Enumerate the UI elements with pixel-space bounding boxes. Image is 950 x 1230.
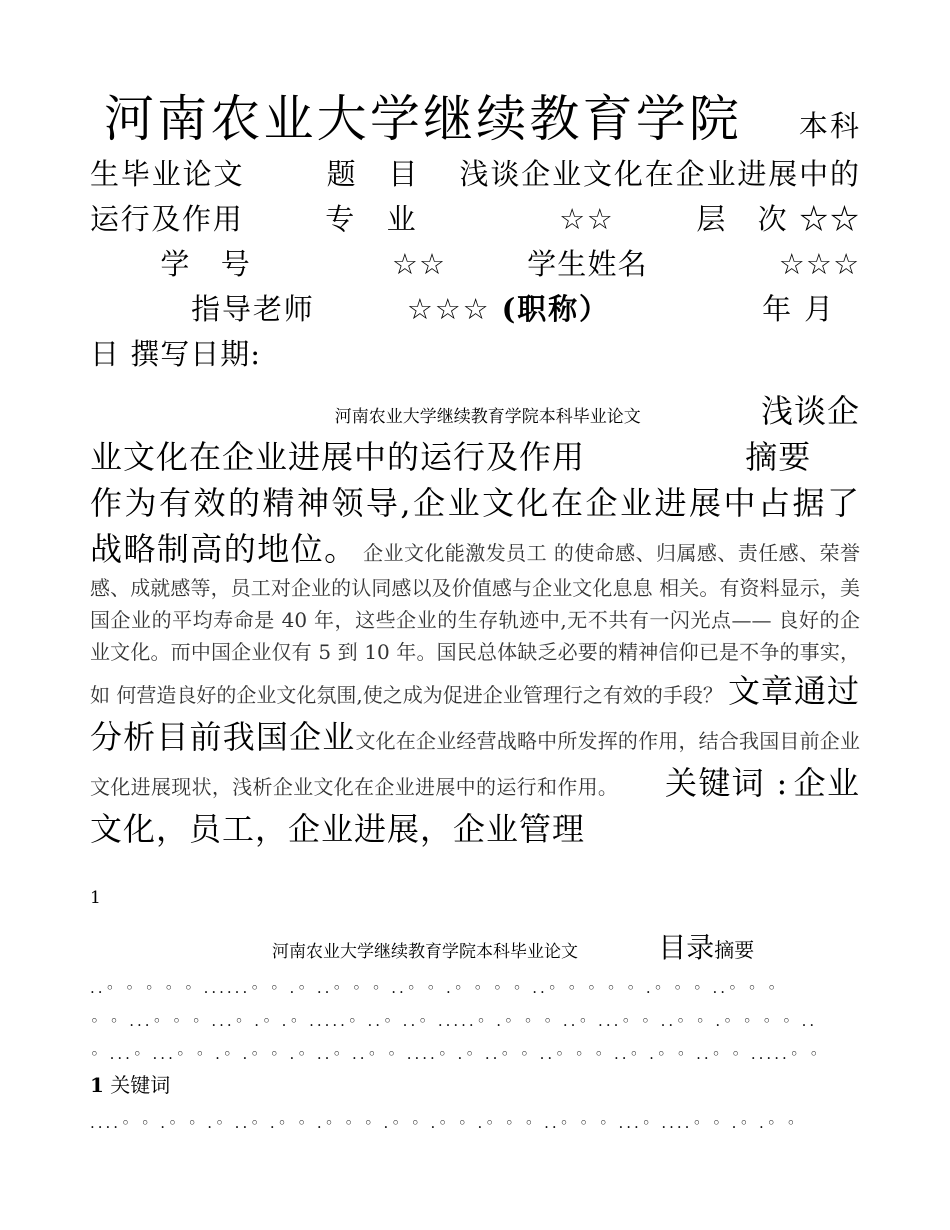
- toc-entry-number: 1: [90, 1073, 104, 1097]
- toc-leader-4: ....◦ ◦ .◦ ◦ .◦ ..◦ .◦ ◦ .◦ ◦ ◦ .◦ ◦ .◦ ◦ .◦ ◦ ◦ ..◦ ◦ ◦ ...◦ ....◦ ◦ .◦ .◦ ◦: [90, 1114, 799, 1132]
- day-label: 日: [90, 337, 121, 371]
- thesis-type: 本科生毕业论文: [90, 109, 860, 191]
- page-number: 1: [90, 888, 101, 908]
- id-value: ☆☆: [391, 247, 447, 281]
- toc-entry-keywords[interactable]: [90, 1071, 860, 1099]
- paper-title-start: 浅谈企: [760, 392, 860, 430]
- major-value: ☆☆: [559, 202, 615, 236]
- abstract-emphasis: 文章通过分析目前我国企业: [90, 672, 860, 756]
- topic-label: 题 目: [326, 157, 420, 191]
- cover-section: [90, 86, 860, 377]
- advisor-value: ☆☆☆: [406, 292, 491, 326]
- keywords-label: 关键词 :: [665, 764, 789, 802]
- toc-leader-1: ..◦ ◦ ◦ ◦ ◦ ......◦ ◦ .◦ ..◦ ◦ ◦ ..◦ ◦ .◦ ◦ ◦ ◦ ..◦ ◦ ◦ ◦ ◦ .◦ ◦ ◦ ..◦ ◦ ◦: [90, 979, 780, 997]
- toc-entry-abstract[interactable]: 摘要: [714, 938, 755, 962]
- topic-value: 浅谈企业文化在企业进展中的运行及作用: [90, 157, 861, 236]
- toc-section: [90, 926, 860, 1140]
- running-header: 河南农业大学继续教育学院本科毕业论文: [334, 407, 641, 427]
- name-label: 学生姓名: [527, 247, 648, 281]
- month-label: 月: [804, 292, 835, 326]
- school-name: 河南农业大学继续教育学院: [104, 90, 743, 148]
- level-label: 层 次: [696, 202, 789, 236]
- toc-running-header: 河南农业大学继续教育学院本科毕业论文: [272, 942, 578, 962]
- abstract-text-1: 企业文化能激发员工 的使命感、归属感、责任感、荣誉感、成就感等，员工对企业的认同感以及价值感与企业文化息息 相关。有资料显示，美国企业的平均寿命是 40 年，这些企业的生存轨迹中,无不共有一闪光点—— 良好的企业文化。而中国企业仅有 5 到 10 年。国民总体缺乏必要的精神信仰已是不争的事实，如 何营造良好的企业文化氛围,使之成为促进企业管理行之有效的手段？: [90, 541, 860, 707]
- paper-title-rest: 业文化在企业进展中的运行及作用: [90, 438, 586, 476]
- toc-leader-2: ◦ ◦ ...◦ ◦ ◦ ...◦ .◦ .◦ .....◦ ..◦ ..◦ .....◦ .◦ ◦ ◦ ..◦ ...◦ ◦ ..◦ ◦ .◦ ◦ ◦ ◦ ..: [90, 1012, 818, 1030]
- abstract-section: [90, 388, 860, 852]
- toc-title: 目录: [658, 931, 715, 964]
- abstract-lead: 作为有效的精神领导,企业文化在企业进展中占据了战略制高的地位。: [90, 484, 860, 568]
- toc-leader-3: ◦ ...◦ ...◦ ◦ .◦ .◦ ◦ .◦ ..◦ ..◦ ◦ ....◦ .◦ ..◦ ◦ ..◦ ◦ ◦ ..◦ .◦ ◦ ..◦ ◦ .....◦ ◦: [90, 1045, 822, 1063]
- id-label: 学 号: [160, 247, 251, 281]
- advisor-title: (职称）: [501, 292, 610, 326]
- date-label: 撰写日期:: [130, 337, 262, 371]
- abstract-label: 摘要: [745, 438, 812, 476]
- major-label: 专 业: [325, 202, 418, 236]
- advisor-label: 指导老师: [191, 292, 315, 326]
- year-label: 年: [762, 292, 793, 326]
- abstract-text-2: 文化在企业经营战略中所发挥的作用，结合我国目前企业文化进展现状，浅析企业文化在企业进展中的运行和作用。: [90, 729, 860, 799]
- toc-entry-keywords-label: 关键词: [110, 1073, 171, 1097]
- level-value: ☆☆: [799, 202, 860, 236]
- keywords-value: 企业文化，员工，企业进展，企业管理: [90, 764, 860, 848]
- name-value: ☆☆☆: [778, 247, 861, 281]
